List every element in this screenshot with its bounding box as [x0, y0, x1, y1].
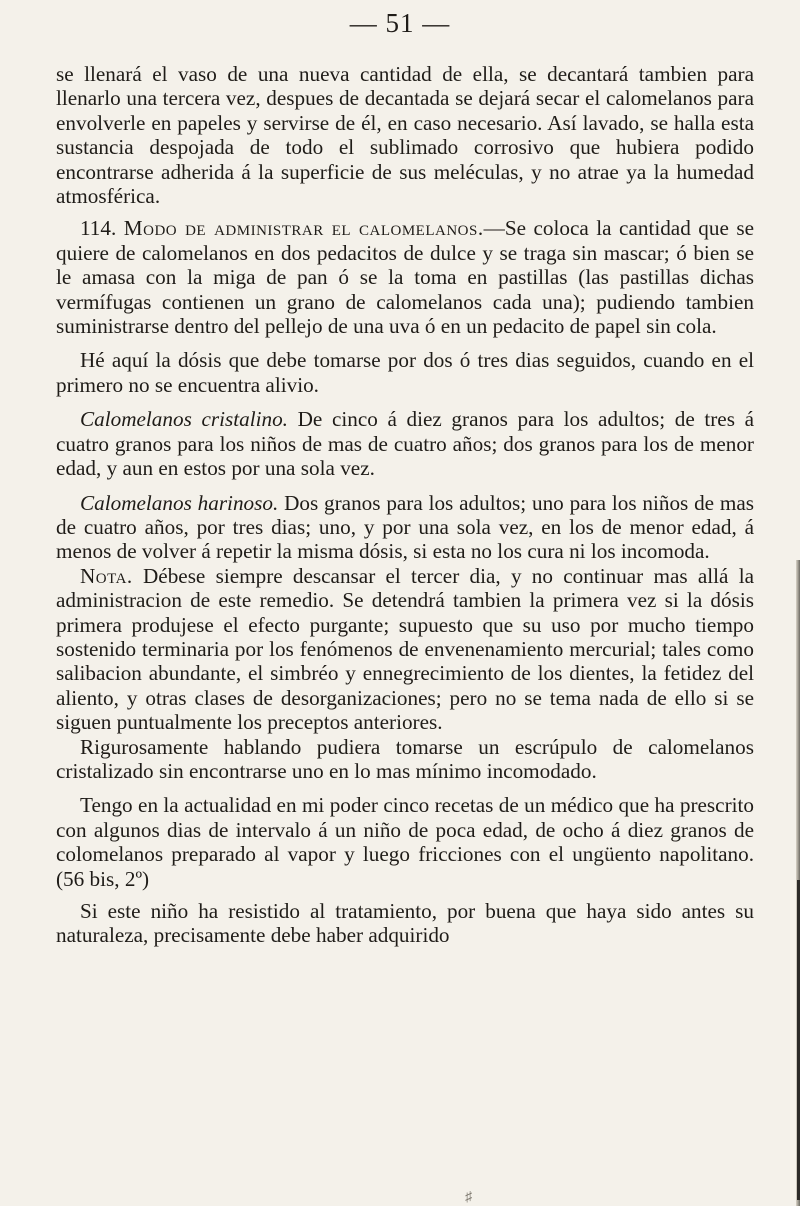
section-number: 114. [80, 216, 117, 241]
paragraph-nota [56, 564, 754, 735]
printer-mark: ♯ [465, 1190, 472, 1205]
harinoso-body: Dos granos para los adultos; uno para los niños de mas de cuatro años, por tres dias; uno, y por una sola vez, en los de menor edad, á menos de volver á repetir la misma dósis, si esta no los cura ni los incomoda. [56, 490, 755, 564]
paragraph-nino: Si este niño ha resistido al tratamiento, por buena que haya sido antes su naturaleza, precisamente debe haber adquirido [56, 899, 754, 948]
section-body: —Se coloca la cantidad que se quiere de calomelanos en dos pedacitos de dulce y se traga sin mascar; ó bien se le amasa con la miga de pan ó se la toma en pastillas (las pastillas dichas vermífugas contienen un grano de calomelanos cada una); pudiendo tambien suministrarse dentro del pellejo de una uva ó en un pedacito de papel sin cola. [56, 216, 754, 339]
section-heading: Modo de administrar el calomelanos. [123, 216, 484, 241]
subheading-cristalino: Calomelanos cristalino. [80, 407, 288, 432]
paragraph-calomelanos-cristalino [56, 407, 754, 480]
nota-body: Débese siempre descansar el tercer dia, y no continuar mas allá la administracion de este remedio. Se detendrá tambien la primera vez si la dósis primera produjese el efecto purgante; supuesto que su uso por mucho tiempo sostenido terminaria por los fenómenos de envenenamiento mercurial; tales como salibacion abundante, el simbréo y ennegrecimiento de los dientes, la fetidez del aliento, y otras clases de desorganizaciones; pero no se tema nada de ello si se siguen puntualmente los preceptos anteriores. [56, 563, 754, 735]
paragraph-calomelanos-harinoso [56, 491, 754, 564]
paragraph-recetas: Tengo en la actualidad en mi poder cinco recetas de un médico que ha prescrito con algunos dias de intervalo á un niño de poca edad, de ocho á diez granos de colomelanos preparado al vapor y luego fricciones con el ungüento napolitano. (56 bis, 2º) [56, 793, 754, 891]
paragraph-rigurosamente: Rigurosamente hablando pudiera tomarse un escrúpulo de calomelanos cristalizado sin encontrarse uno en lo mas mínimo incomodado. [56, 734, 754, 783]
paragraph-dosis: Hé aquí la dósis que debe tomarse por dos ó tres dias seguidos, cuando en el primero no se encuentra alivio. [56, 348, 754, 397]
paragraph-modo-de-administrar [56, 216, 754, 338]
nota-label: Nota. [80, 563, 133, 588]
cristalino-body: De cinco á diez granos para los adultos; de tres á cuatro granos para los niños de mas de cuatro años; dos granos para los de menor edad, y aun en estos por una sola vez. [56, 407, 754, 481]
page-body-text [56, 62, 754, 948]
paragraph-lavado: se llenará el vaso de una nueva cantidad de ella, se decantará tambien para llenarlo una tercera vez, despues de decantada se dejará secar el calomelanos para envolverle en papeles y servirse de él, en caso necesario. Así lavado, se halla esta sustancia despojada de todo el sublimado corrosivo que hubiera podido encontrarse adherida á la superficie de sus meléculas, y no atrae ya la humedad atmosférica. [56, 62, 754, 209]
subheading-harinoso: Calomelanos harinoso. [80, 490, 279, 515]
page-number: — 51 — [349, 8, 451, 38]
